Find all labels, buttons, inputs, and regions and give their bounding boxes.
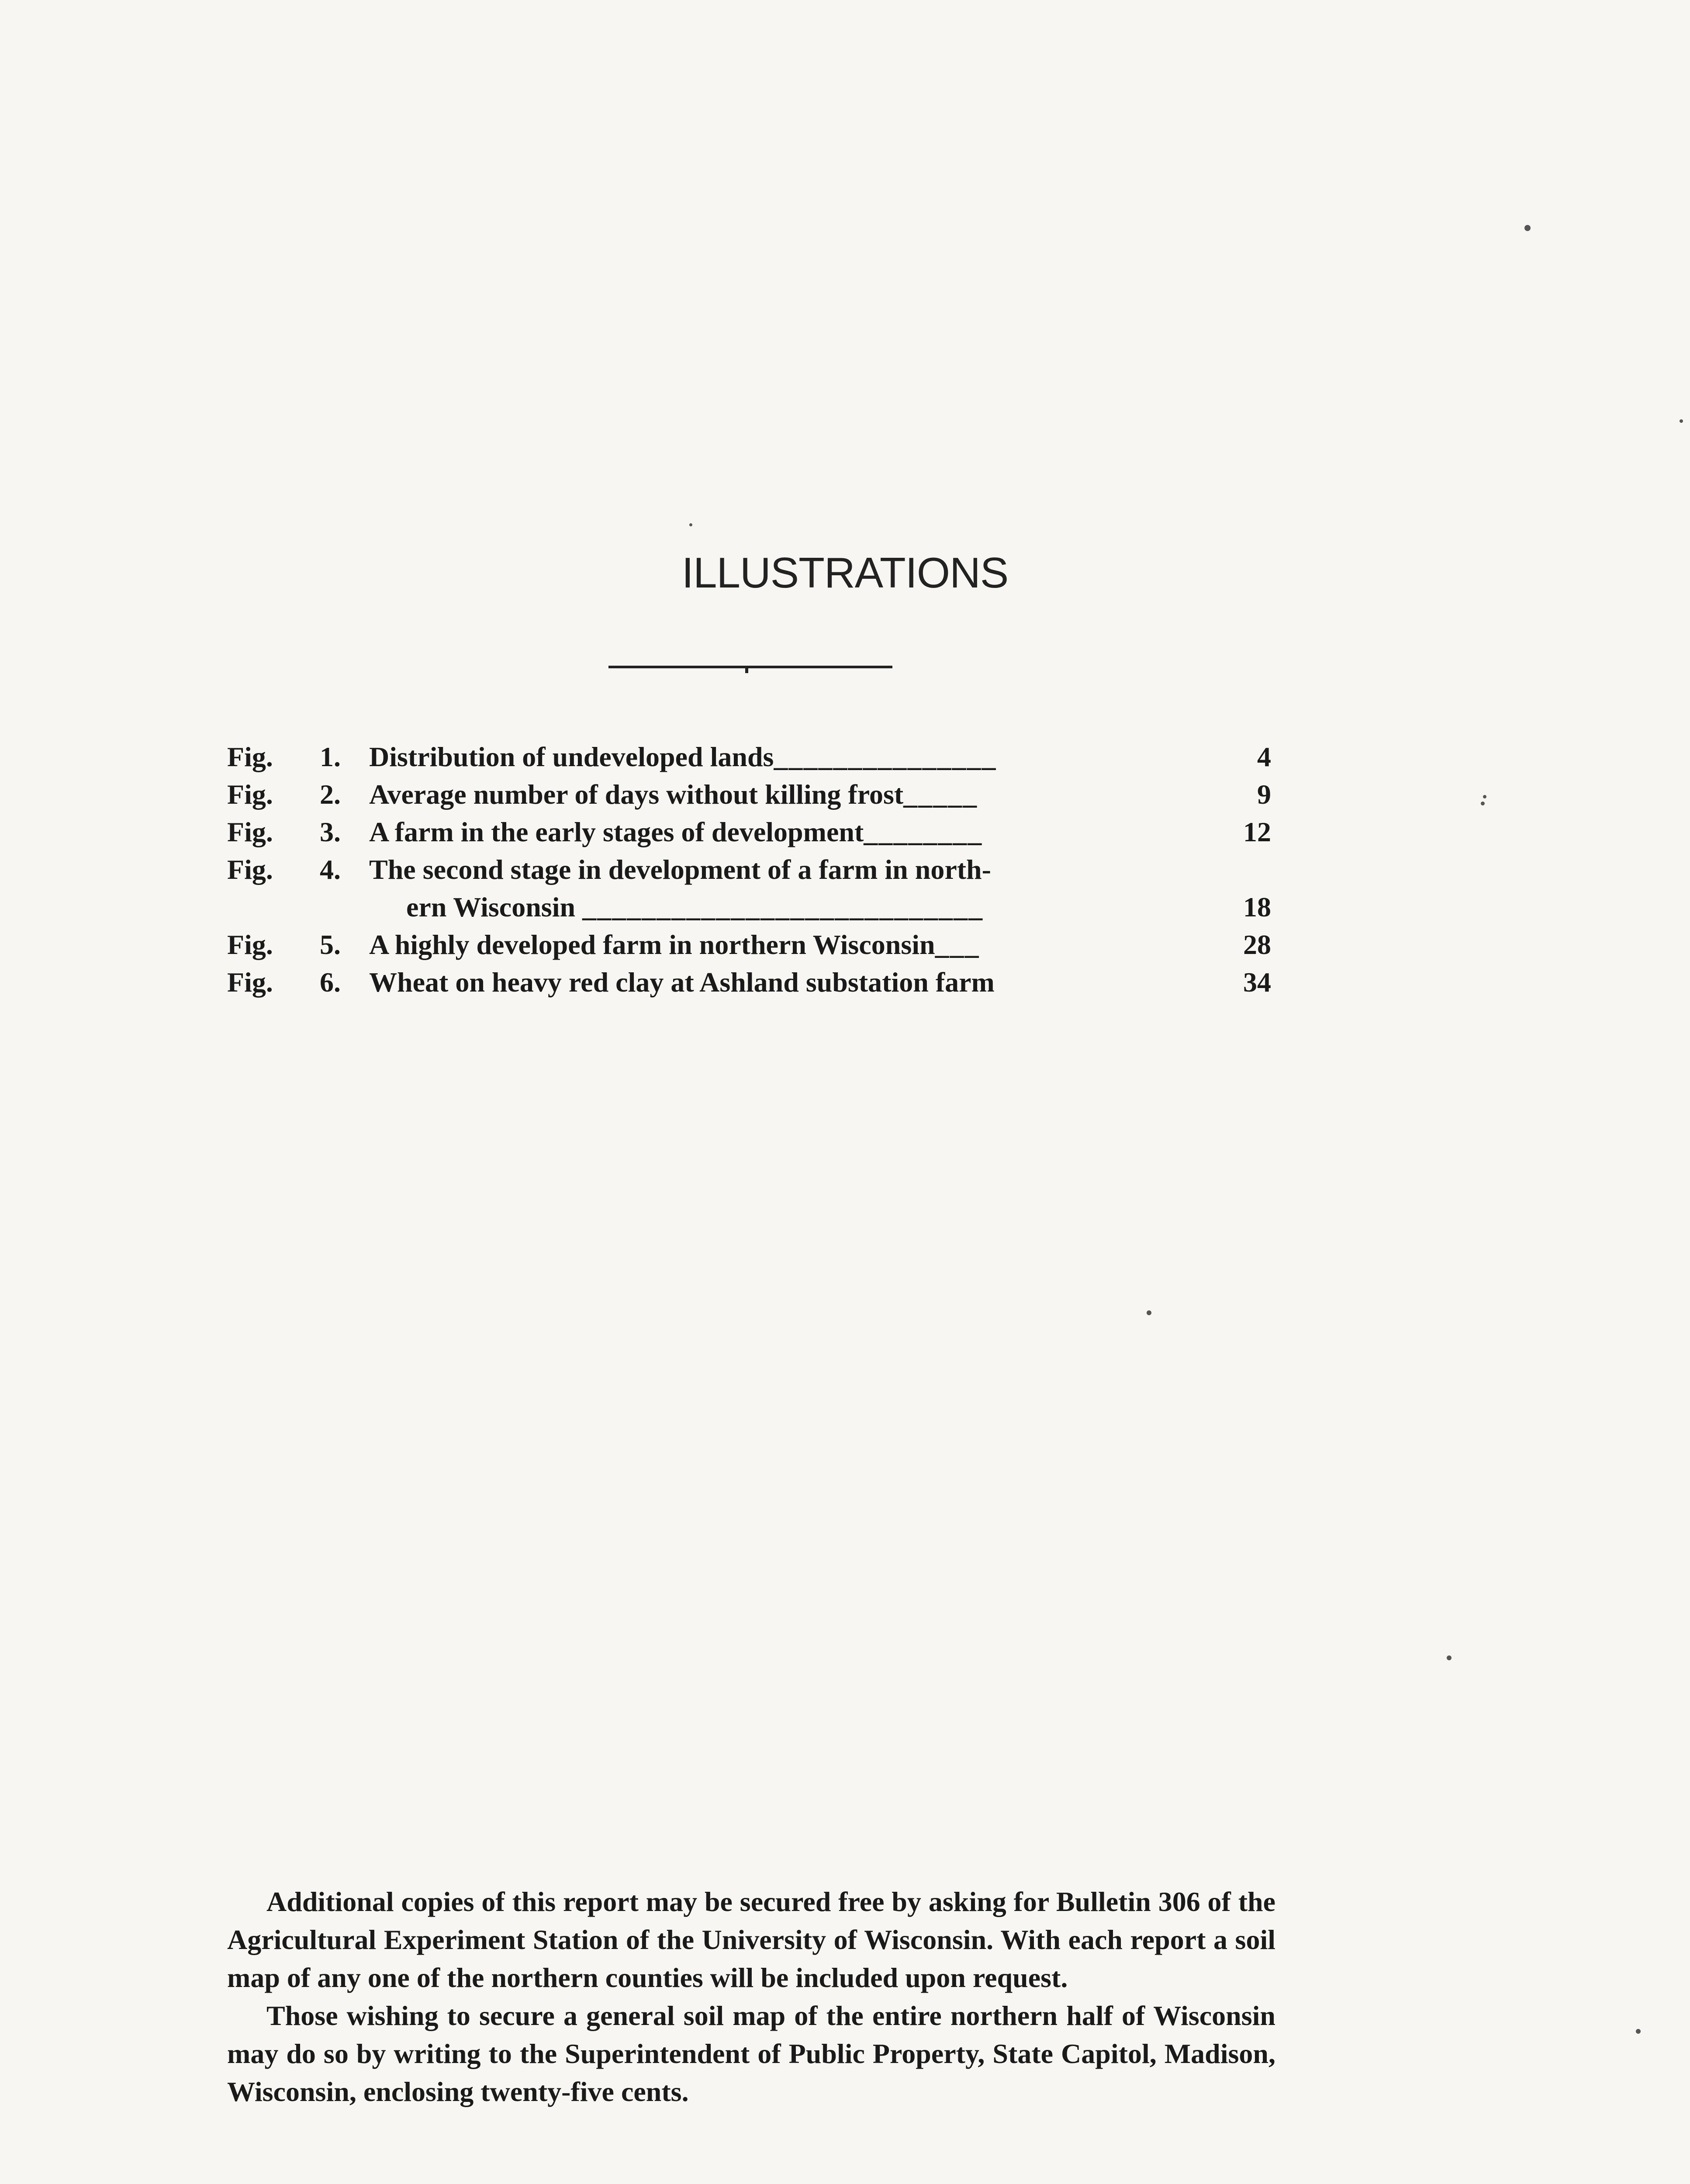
note-paragraph: Those wishing to secure a general soil map of the entire northern half of Wisconsin may do so by writing to the Superintendent of Public Property, State Capitol, Madison, Wisconsin, enclosing twenty-five cents.: [227, 2000, 1275, 2107]
scan-speck: [1447, 1655, 1452, 1660]
figure-label: Fig.: [227, 929, 273, 960]
leader-dashes: ___________________________: [582, 892, 984, 923]
list-item: [218, 813, 1284, 851]
figure-page-number: 28: [1243, 929, 1271, 960]
figure-number: 5.: [320, 929, 341, 960]
caption-text: ern Wisconsin: [406, 892, 576, 923]
figure-number: 1.: [320, 741, 341, 772]
figure-caption-continued: [406, 888, 1164, 926]
leader-dashes: _______________: [774, 741, 997, 772]
figure-caption: [369, 813, 1164, 851]
scan-speck: [1147, 1310, 1151, 1315]
scan-speck: [1483, 795, 1486, 798]
note-paragraph: Additional copies of this report may be secured free by asking for Bulletin 306 of the Agricultural Experiment Station of the University of Wisconsin. With each report a soil map of any one of the northern counties will be included upon request.: [227, 1886, 1275, 1993]
figure-number: 3.: [320, 816, 341, 847]
caption-text: A highly developed farm in northern Wisconsin: [369, 929, 935, 960]
figure-number: 2.: [320, 779, 341, 810]
figure-label: Fig.: [227, 854, 273, 885]
scan-speck: [1481, 802, 1485, 805]
title-rule-mark: [745, 667, 748, 673]
title-rule-divider: [608, 666, 892, 668]
figure-label: Fig.: [227, 816, 273, 847]
figure-page-number: 12: [1243, 816, 1271, 847]
figure-number: 6.: [320, 967, 341, 998]
caption-text: A farm in the early stages of development: [369, 816, 864, 847]
caption-text: Wheat on heavy red clay at Ashland substation farm: [369, 967, 995, 998]
scan-speck: [689, 523, 692, 526]
caption-text: Distribution of undeveloped lands: [369, 741, 774, 772]
availability-note: [227, 1883, 1275, 2111]
page-title: ILLUSTRATIONS: [681, 549, 1009, 597]
figure-page-number: 9: [1257, 779, 1271, 810]
figure-caption: [369, 738, 1164, 776]
scan-speck: [1524, 225, 1531, 231]
figure-caption: The second stage in development of a farm in north-: [369, 854, 991, 885]
list-item: [218, 776, 1284, 813]
figure-page-number: 4: [1257, 741, 1271, 772]
leader-dashes: ___: [935, 929, 980, 960]
scan-speck: [1680, 419, 1683, 423]
figure-caption: [369, 926, 1164, 964]
figure-page-number: 34: [1243, 967, 1271, 998]
figure-label: Fig.: [227, 741, 273, 772]
figure-label: Fig.: [227, 967, 273, 998]
figure-caption: [369, 964, 1164, 1001]
figure-page-number: 18: [1243, 892, 1271, 923]
caption-text: Average number of days without killing frost: [369, 779, 904, 810]
list-item: [218, 964, 1284, 1001]
list-item: [218, 926, 1284, 964]
figure-label: Fig.: [227, 779, 273, 810]
leader-dashes: _____: [903, 779, 978, 810]
figure-number: 4.: [320, 854, 341, 885]
illustrations-list: [218, 738, 1284, 1001]
scan-speck: [1636, 2029, 1641, 2034]
figure-caption: [369, 776, 1164, 813]
list-item: [218, 851, 1284, 926]
list-item: [218, 738, 1284, 776]
leader-dashes: ________: [864, 816, 983, 847]
